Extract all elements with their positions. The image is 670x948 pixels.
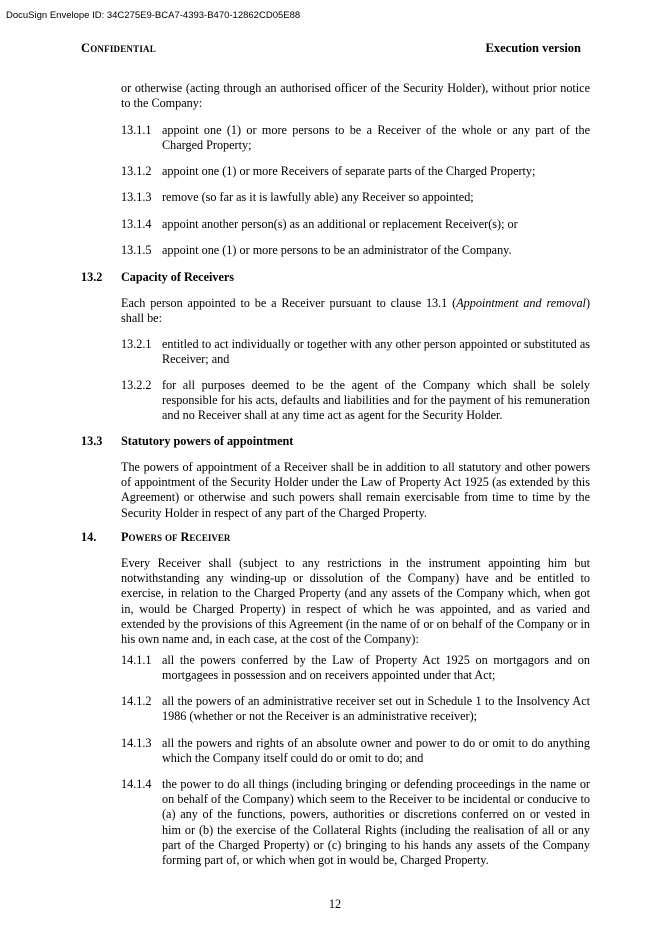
item-number: 13.1.4 <box>121 217 152 231</box>
confidential-label: Confidential <box>81 41 156 55</box>
item-text: entitled to act individually or together with any other person appointed or substituted as Receiver; and <box>162 337 590 367</box>
list-item <box>121 736 590 766</box>
item-text: all the powers and rights of an absolute owner and power to do or omit to do anything which the Company itself could do or omit to do; and <box>162 736 590 766</box>
item-number: 13.1.1 <box>121 123 152 137</box>
list-item <box>121 217 590 232</box>
list-item <box>121 777 590 868</box>
item-text: appoint one (1) or more persons to be a Receiver of the whole or any part of the Charged Property; <box>162 123 590 153</box>
clause-14-heading <box>81 530 590 545</box>
item-number: 13.1.5 <box>121 243 152 257</box>
item-text: the power to do all things (including bringing or defending proceedings in the name or on behalf of the Company) which seem to the Receiver to be incidental or conducive to (a) any of the functions, powers, authorities or discretions conferred on or vested in him or (b) the exercise of the Collateral Rights (including the realisation of all or any part of the Charged Property) or (c) bringing to his hands any assets of the Company forming part of, or which when got in would be, Charged Property. <box>162 777 590 868</box>
list-item <box>121 653 590 683</box>
list-item <box>121 190 590 205</box>
item-text: appoint one (1) or more Receivers of separate parts of the Charged Property; <box>162 164 536 178</box>
intro-text: Each person appointed to be a Receiver pursuant to clause 13.1 ( <box>121 296 457 310</box>
item-number: 13.2.2 <box>121 378 152 392</box>
clause-13-3-text: The powers of appointment of a Receiver shall be in addition to all statutory and other powers of appointment of the Security Holder under the Law of Property Act 1925 (as extended by this Agreement) or otherwise and such powers shall remain exercisable from time to time by the Security Holder in respect of any part of the Charged Property. <box>121 460 590 520</box>
clause-14-text: Every Receiver shall (subject to any restrictions in the instrument appointing him but notwithstanding any winding-up or dissolution of the Company) have and be entitled to exercise, in relation to the Charged Property (and any assets of the Company which, when got in, would be Charged Property) in respect of which he was appointed, and as varied and extended by the provisions of this Agreement (in the name of or on behalf of the Company or in his own name and, in each case, at the cost of the Company): <box>121 556 590 647</box>
item-text: all the powers of an administrative receiver set out in Schedule 1 to the Insolvency Act 1986 (whether or not the Receiver is an administrative receiver); <box>162 694 590 724</box>
heading-number: 14. <box>81 530 97 544</box>
list-item <box>121 378 590 424</box>
docusign-envelope-id: DocuSign Envelope ID: 34C275E9-BCA7-4393-B470-12862CD05E88 <box>6 10 301 21</box>
list-item <box>121 337 590 367</box>
heading-title: Capacity of Receivers <box>121 270 235 284</box>
page-number: 12 <box>328 897 342 911</box>
item-text: remove (so far as it is lawfully able) any Receiver so appointed; <box>162 190 474 204</box>
list-item <box>121 164 590 179</box>
heading-title: Statutory powers of appointment <box>121 434 294 448</box>
list-item <box>121 243 590 258</box>
item-text: all the powers conferred by the Law of Property Act 1925 on mortgagors and on mortgagees in possession and on receivers appointed under that Act; <box>162 653 590 683</box>
item-number: 14.1.2 <box>121 694 152 708</box>
clause-13-3-heading <box>81 434 590 449</box>
clause-reference: Appointment and removal <box>456 296 586 310</box>
item-number: 13.1.3 <box>121 190 152 204</box>
item-number: 14.1.1 <box>121 653 152 667</box>
clause-13-2-intro <box>121 296 590 326</box>
list-item <box>121 123 590 153</box>
heading-number: 13.3 <box>81 434 103 448</box>
item-number: 13.1.2 <box>121 164 152 178</box>
item-number: 13.2.1 <box>121 337 152 351</box>
item-number: 14.1.3 <box>121 736 152 750</box>
heading-title: Powers of Receiver <box>121 530 231 544</box>
heading-number: 13.2 <box>81 270 103 284</box>
clause-13-1-intro: or otherwise (acting through an authorised officer of the Security Holder), without prior notice to the Company: <box>121 81 590 111</box>
execution-version-label: Execution version <box>485 41 581 55</box>
item-text: appoint one (1) or more persons to be an administrator of the Company. <box>162 243 512 257</box>
item-text: appoint another person(s) as an additional or replacement Receiver(s); or <box>162 217 518 231</box>
intro-text-end: ) shall be: <box>121 296 590 326</box>
item-text: for all purposes deemed to be the agent of the Company which shall be solely responsible for his acts, defaults and liabilities and for the payment of his remuneration and no Receiver shall at any time act as agent for the Security Holder. <box>162 378 590 423</box>
list-item <box>121 694 590 724</box>
item-number: 14.1.4 <box>121 777 152 791</box>
clause-13-2-heading <box>81 270 590 285</box>
